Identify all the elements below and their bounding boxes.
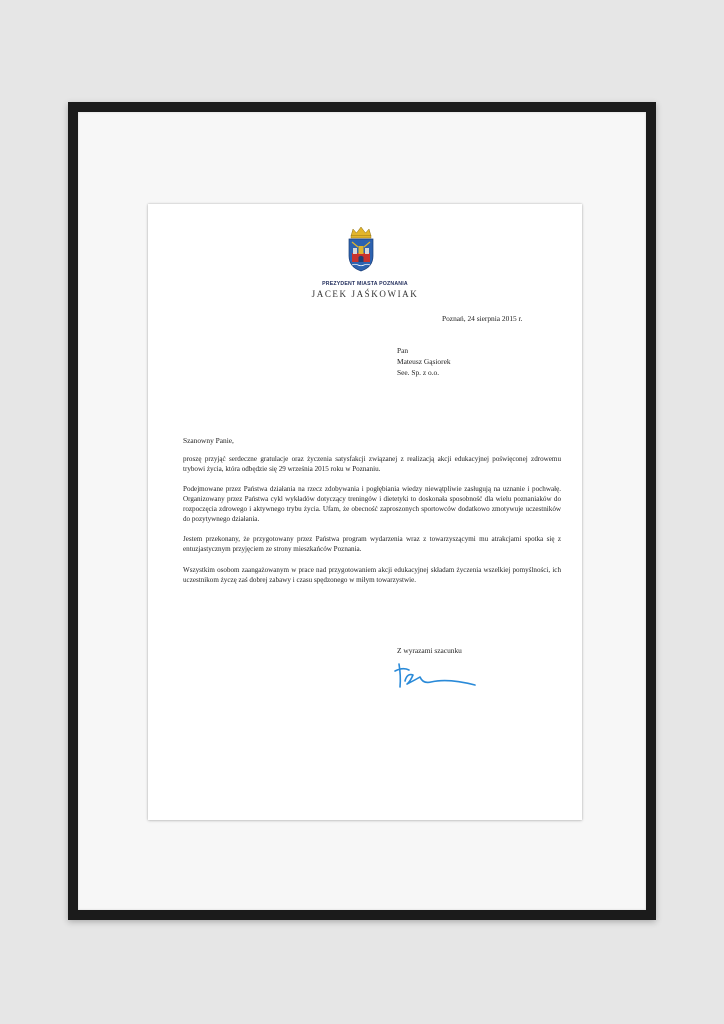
letterhead-holder: JACEK JAŚKOWIAK xyxy=(311,289,419,299)
picture-frame xyxy=(68,102,656,920)
body-paragraph: Wszystkim osobom zaangażowanym w prace nad przygotowaniem akcji edukacyjnej składam życzenia wszelkiej pomyślności, ich uczestnikom życzę zaś dobrej zabawy i czasu spędzonego w miłym towarzystwie. xyxy=(183,565,561,584)
closing: Z wyrazami szacunku xyxy=(397,646,462,655)
letter-body xyxy=(183,455,561,596)
recipient-line: See. Sp. z o.o. xyxy=(397,367,440,377)
letter-date: Poznań, 24 sierpnia 2015 r. xyxy=(442,314,523,323)
body-paragraph: proszę przyjąć serdeczne gratulacje oraz życzenia satysfakcji związanej z realizacją akcji edukacyjnej poświęconej zdrowemu trybowi życia, która odbędzie się 29 września 2015 roku w Poznaniu. xyxy=(183,455,561,473)
letter-page xyxy=(148,204,582,820)
body-paragraph: Jestem przekonany, że przygotowany przez Państwa program wydarzenia wraz z towarzyszącymi mu atrakcjami spotka się z entuzjastycznym przyjęciem ze strony mieszkańców Poznania. xyxy=(183,535,561,554)
frame-mat xyxy=(78,112,646,910)
recipient-block xyxy=(397,346,451,378)
letterhead-office: PREZYDENT MIASTA POZNANIA xyxy=(322,281,408,287)
handwritten-signature xyxy=(393,658,483,692)
salutation: Szanowny Panie, xyxy=(183,436,234,445)
recipient-line: Pan xyxy=(397,346,409,355)
poznan-coat-of-arms-icon xyxy=(344,226,378,272)
body-paragraph: Podejmowane przez Państwa działania na rzecz zdobywania i pogłębiania wiedzy niewątpliwie zasługują na uznanie i pochwałę. Organizowany przez Państwa cykl wykładów dotyczący treningów i dietetyki to doskonała sposobność dla wielu poznaniaków do rozpoczęcia zdrowego i aktywnego trybu życia. Ufam, że obecność zaproszonych sportowców dodatkowo zmotywuje uczestników do pozytywnego działania. xyxy=(183,485,561,524)
recipient-line: Mateusz Gąsiorek xyxy=(397,356,451,366)
